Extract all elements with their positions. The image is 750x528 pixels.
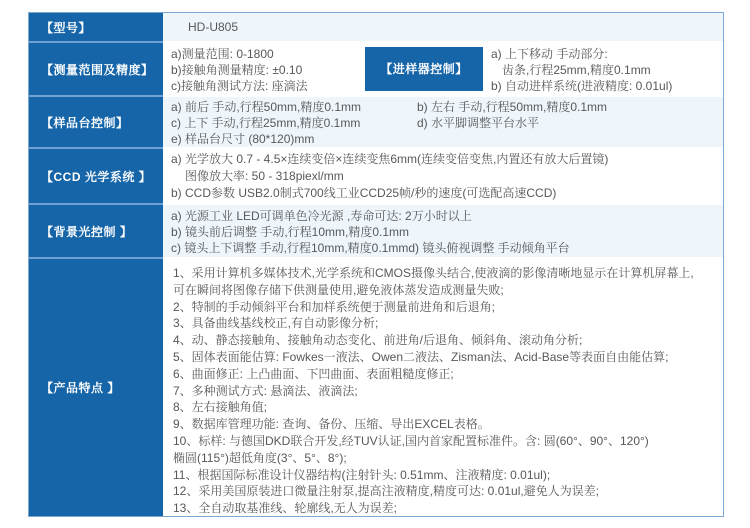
feature-line: 8、左右接触角值; xyxy=(173,400,268,415)
feature-line: 6、曲面修正: 上凸曲面、下凹曲面、表面粗糙度修正; xyxy=(173,366,454,381)
spec-line: c) 镜头上下调整 手动,行程10mm,精度0.1mmd) 镜头俯视调整 手动倾角平台 xyxy=(171,241,570,255)
spec-line: b) 镜头前后调整 手动,行程10mm,精度0.1mm xyxy=(171,225,410,239)
feature-line: 10、标样: 与德国DKD联合开发,经TUV认证,国内首家配置标准件。含: 圆(60°、90°、120°) xyxy=(173,433,649,448)
spec-line: c)接触角测试方法: 座滴法 xyxy=(171,79,308,93)
spec-line: b)接触角测量精度: ±0.10 xyxy=(171,63,303,77)
feature-line: 2、特制的手动倾斜平台和加样系统便于测量前进角和后退角; xyxy=(173,299,496,314)
spec-line: 齿条,行程25mm,精度0.1mm xyxy=(502,63,651,77)
feature-line: 4、动、静态接触角、接触角动态变化、前进角/后退角、倾斜角、滚动角分析; xyxy=(173,333,583,348)
row-backlight xyxy=(29,205,723,257)
spec-line: a) 光学放大 0.7 - 4.5×连续变倍×连续变焦6mm(连续变倍变焦,内置还有放大后置镜) xyxy=(171,152,609,166)
product-features-cell xyxy=(163,259,723,516)
spec-line: b) 左右 手动,行程50mm,精度0.1mm xyxy=(417,100,608,114)
spec-line: b) 自动进样系统(进液精度: 0.01ul) xyxy=(491,79,673,93)
ccd-optics-label: 【CCD 光学系统 】 xyxy=(29,149,163,203)
model-label: 【型号】 xyxy=(29,13,163,41)
row-sample-stage xyxy=(29,97,723,147)
spec-line: a)测量范围: 0-1800 xyxy=(171,47,274,61)
measure-range-lines xyxy=(163,43,365,95)
product-features-label: 【产品特点 】 xyxy=(29,259,163,516)
sampler-control-lines xyxy=(483,43,672,95)
spec-line: d) 水平脚调整平台水平 xyxy=(417,116,540,130)
measure-range-cell xyxy=(163,43,723,95)
spec-line: b) CCD参数 USB2.0制式700线工业CCD25帧/秒的速度(可选配高速CCD) xyxy=(171,186,557,200)
feature-line: 7、多种测试方式: 悬滴法、液滴法; xyxy=(173,383,358,398)
spec-line: 图像放大率: 50 - 318piexl/mm xyxy=(185,169,344,183)
feature-line: 12、采用美国原装进口微量注射泵,提高注液精度,精度可达: 0.01ul,避免人为误差; xyxy=(173,484,600,499)
measure-range-label: 【测量范围及精度】 xyxy=(29,43,163,95)
model-value-cell xyxy=(163,13,723,41)
feature-line: 椭圆(115°)超低角度(3°、5°、8°); xyxy=(173,450,347,465)
feature-line: 5、固体表面能估算: Fowkes一液法、Owen二液法、Zisman法、Acid-Base等表面自由能估算; xyxy=(173,349,669,364)
ccd-optics-cell xyxy=(163,149,723,203)
feature-line: 可在瞬间将图像存储下供测量使用,避免液体蒸发造成测量失败; xyxy=(173,282,504,297)
row-model xyxy=(29,13,723,41)
product-spec-table xyxy=(28,12,724,517)
spec-line: a) 光源工业 LED可调单色冷光源 ,寿命可达: 2万小时以上 xyxy=(171,209,472,223)
sample-stage-cell xyxy=(163,97,723,147)
feature-line: 13、全自动取基准线、轮廓线,无人为误差; xyxy=(173,501,398,516)
sampler-control-label: 【进样器控制】 xyxy=(365,47,483,91)
spec-line: a) 前后 手动,行程50mm,精度0.1mm xyxy=(171,100,362,114)
feature-line: 9、数据库管理功能: 查询、备份、压缩、导出EXCEL表格。 xyxy=(173,417,490,432)
feature-line: 1、采用计算机多媒体技术,光学系统和CMOS摄像头结合,使液滴的影像清晰地显示在计算机屏幕上, xyxy=(173,266,694,280)
row-measure-range xyxy=(29,43,723,95)
backlight-cell xyxy=(163,205,723,257)
row-product-features xyxy=(29,259,723,516)
model-value: HD-U805 xyxy=(188,20,239,34)
feature-line: 11、根据国际标准设计仪器结构(注射针头: 0.51mm、注液精度: 0.01ul); xyxy=(173,467,551,482)
spec-line: c) 上下 手动,行程25mm,精度0.1mm xyxy=(171,116,361,130)
backlight-label: 【背景光控制 】 xyxy=(29,205,163,257)
row-ccd-optics xyxy=(29,149,723,203)
spec-line: a) 上下移动 手动部分: xyxy=(491,47,608,61)
sample-stage-label: 【样品台控制】 xyxy=(29,97,163,147)
spec-line: e) 样品台尺寸 (80*120)mm xyxy=(171,132,315,146)
feature-line: 3、具备曲线基线校正,有自动影像分析; xyxy=(173,316,379,331)
